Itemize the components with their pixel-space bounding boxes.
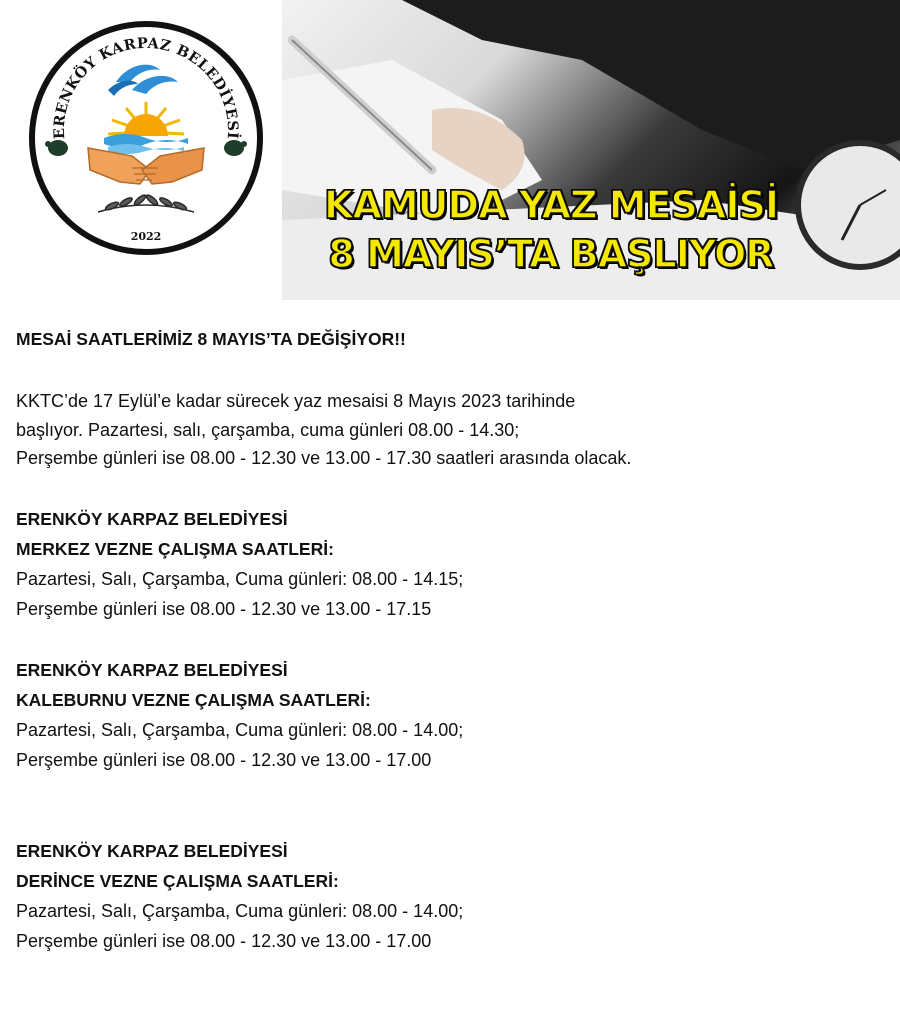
intro-line: KKTC’de 17 Eylül’e kadar sürecek yaz mesaisi 8 Mayıs 2023 tarihinde (16, 391, 576, 411)
section-org: ERENKÖY KARPAZ BELEDİYESİ (16, 508, 288, 529)
announcement-headline: MESAİ SAATLERİMİZ 8 MAYIS’TA DEĞİŞİYOR!! (16, 329, 406, 349)
municipality-logo (28, 20, 264, 256)
weekday-hours: Pazartesi, Salı, Çarşamba, Cuma günleri: 08.00 - 14.15; (16, 568, 464, 589)
merkez-vezne-section (16, 504, 886, 624)
intro-line: başlıyor. Pazartesi, salı, çarşamba, cuma günleri 08.00 - 14.30; (16, 419, 520, 440)
kaleburnu-vezne-section (16, 655, 886, 775)
thursday-hours: Perşembe günleri ise 08.00 - 12.30 ve 13.00 - 17.15 (16, 598, 432, 619)
intro-paragraph (16, 387, 886, 473)
banner-headline-line1: KAMUDA YAZ MESAİSİ (324, 183, 778, 227)
section-org: ERENKÖY KARPAZ BELEDİYESİ (16, 659, 288, 680)
logo-emblem (28, 20, 264, 256)
section-title: DERİNCE VEZNE ÇALIŞMA SAATLERİ: (16, 870, 339, 891)
announcement-body (16, 325, 886, 956)
logo-year: 2022 (130, 230, 162, 243)
banner-headline-line2: 8 MAYIS’TA BAŞLIYOR (328, 232, 774, 276)
thursday-hours: Perşembe günleri ise 08.00 - 12.30 ve 13.00 - 17.00 (16, 930, 432, 951)
weekday-hours: Pazartesi, Salı, Çarşamba, Cuma günleri: 08.00 - 14.00; (16, 719, 464, 740)
summer-hours-banner (282, 0, 900, 300)
intro-line: Perşembe günleri ise 08.00 - 12.30 ve 13.00 - 17.30 saatleri arasında olacak. (16, 448, 632, 468)
section-title: KALEBURNU VEZNE ÇALIŞMA SAATLERİ: (16, 689, 371, 710)
derince-vezne-section (16, 836, 886, 956)
thursday-hours: Perşembe günleri ise 08.00 - 12.30 ve 13.00 - 17.00 (16, 749, 432, 770)
section-org: ERENKÖY KARPAZ BELEDİYESİ (16, 840, 288, 861)
weekday-hours: Pazartesi, Salı, Çarşamba, Cuma günleri: 08.00 - 14.00; (16, 900, 464, 921)
section-title: MERKEZ VEZNE ÇALIŞMA SAATLERİ: (16, 538, 334, 559)
logo-ring-text: ERENKÖY KARPAZ BELEDİYESİ (50, 34, 242, 140)
